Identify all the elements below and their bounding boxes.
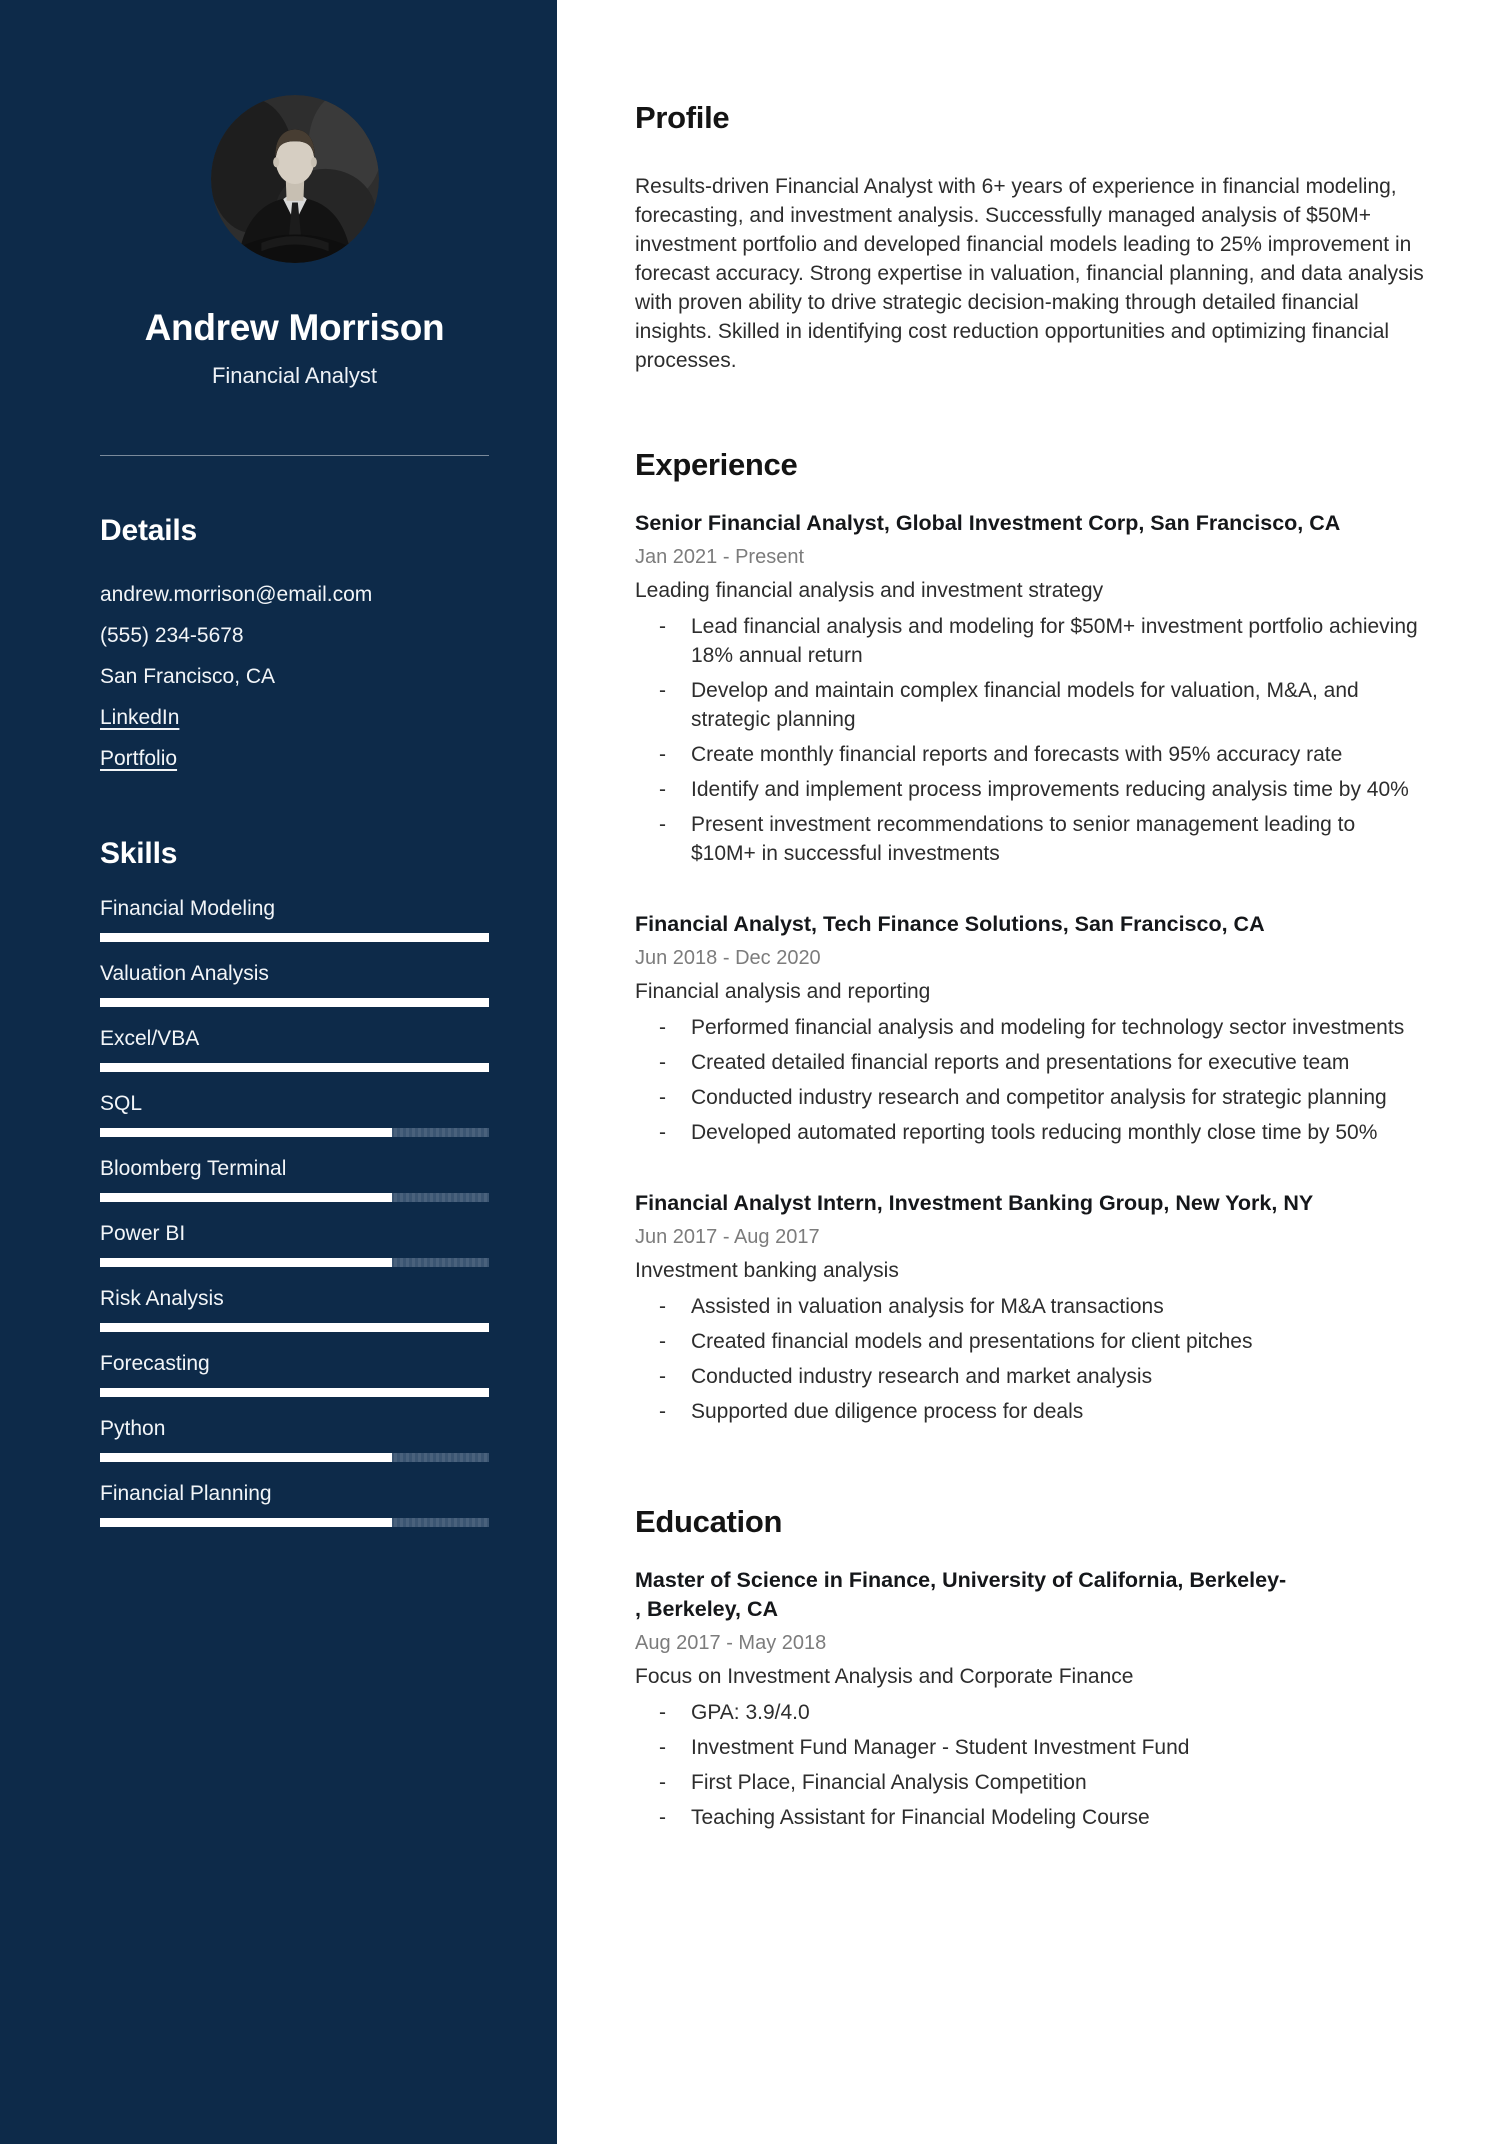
skill-bar <box>100 1323 489 1332</box>
job-bullets <box>635 1013 1440 1147</box>
job-title: Financial Analyst, Tech Finance Solutions, San Francisco, CA <box>635 912 1265 936</box>
job-title: Senior Financial Analyst, Global Investment Corp, San Francisco, CA <box>635 511 1341 535</box>
job-bullet: - Assisted in valuation analysis for M&A transactions <box>659 1292 1419 1321</box>
skill-item <box>100 1222 489 1267</box>
profile-text: Results-driven Financial Analyst with 6+ years of experience in financial modeling, forecasting, and investment analysis. Successfully managed analysis of $50M+ investment portfolio and developed financial models leading to 25% improvement in forecast accuracy. Strong expertise in valuation, financial planning, and data analysis with proven ability to drive strategic decision-making through detailed financial insights. Skilled in identifying cost reduction opportunities and optimizing financial processes. <box>635 175 1424 372</box>
job-bullet: - Created detailed financial reports and presentations for executive team <box>659 1048 1419 1077</box>
skill-bar-fill <box>100 1388 489 1397</box>
education-bullet: - GPA: 3.9/4.0 <box>659 1698 1419 1727</box>
education-bullet: - Investment Fund Manager - Student Investment Fund <box>659 1733 1419 1762</box>
skill-item <box>100 1352 489 1397</box>
location-value: San Francisco, CA <box>100 665 276 688</box>
education-summary: Focus on Investment Analysis and Corporate Finance <box>635 1665 1134 1688</box>
portfolio-link[interactable]: Portfolio <box>100 747 178 770</box>
job-bullet: - Identify and implement process improvements reducing analysis time by 40% <box>659 775 1419 804</box>
experience-section <box>635 447 1440 1426</box>
education-bullets <box>635 1698 1440 1832</box>
skill-bar <box>100 1258 489 1267</box>
job-entry <box>635 1189 1440 1426</box>
job-dates: Jun 2018 - Dec 2020 <box>635 947 821 969</box>
skill-item <box>100 1482 489 1527</box>
skill-item <box>100 1027 489 1072</box>
job-bullet: - Create monthly financial reports and forecasts with 95% accuracy rate <box>659 740 1419 769</box>
skill-bar <box>100 1193 489 1202</box>
details-list <box>100 574 489 779</box>
skill-label: Python <box>100 1417 166 1440</box>
skill-bar <box>100 1518 489 1527</box>
skill-label: Bloomberg Terminal <box>100 1157 287 1180</box>
job-summary: Leading financial analysis and investment strategy <box>635 579 1104 602</box>
skill-bar-fill <box>100 1128 392 1137</box>
job-bullets <box>635 1292 1440 1426</box>
skill-label: Excel/VBA <box>100 1027 200 1050</box>
skill-item <box>100 1417 489 1462</box>
education-dates: Aug 2017 - May 2018 <box>635 1632 827 1654</box>
job-bullet: - Conducted industry research and competitor analysis for strategic planning <box>659 1083 1419 1112</box>
education-section <box>635 1504 1440 1832</box>
skill-item <box>100 1157 489 1202</box>
skill-label: Financial Modeling <box>100 897 276 920</box>
skill-bar-fill <box>100 1323 489 1332</box>
job-dates: Jun 2017 - Aug 2017 <box>635 1226 820 1248</box>
skill-bar <box>100 1063 489 1072</box>
job-dates: Jan 2021 - Present <box>635 546 804 568</box>
candidate-name: Andrew Morrison <box>144 307 445 348</box>
skill-bar-fill <box>100 1453 392 1462</box>
education-bullet: - Teaching Assistant for Financial Modeling Course <box>659 1803 1419 1832</box>
profile-heading: Profile <box>635 100 730 135</box>
job-entry <box>635 910 1440 1147</box>
skills-list <box>100 897 489 1527</box>
skill-bar <box>100 998 489 1007</box>
phone-value: (555) 234-5678 <box>100 624 244 647</box>
linkedin-link[interactable]: LinkedIn <box>100 706 180 729</box>
skill-bar-fill <box>100 1193 392 1202</box>
education-bullet: - First Place, Financial Analysis Competition <box>659 1768 1419 1797</box>
candidate-title: Financial Analyst <box>211 363 378 388</box>
job-entry <box>635 509 1440 868</box>
skill-bar <box>100 933 489 942</box>
email-value: andrew.morrison@email.com <box>100 583 373 606</box>
job-bullet: - Performed financial analysis and modeling for technology sector investments <box>659 1013 1419 1042</box>
skill-bar <box>100 1388 489 1397</box>
skill-bar <box>100 1453 489 1462</box>
skill-item <box>100 1092 489 1137</box>
job-bullet: - Conducted industry research and market analysis <box>659 1362 1419 1391</box>
sidebar-divider <box>100 455 489 456</box>
education-entry <box>635 1566 1440 1832</box>
details-heading: Details <box>100 514 197 547</box>
skill-bar-fill <box>100 1258 392 1267</box>
skill-bar <box>100 1128 489 1137</box>
job-summary: Investment banking analysis <box>635 1259 899 1282</box>
skill-item <box>100 897 489 942</box>
degree-title-line2: , Berkeley, CA <box>635 1597 779 1621</box>
skill-item <box>100 1287 489 1332</box>
skill-label: Power BI <box>100 1222 186 1245</box>
degree-title-line1: Master of Science in Finance, University of California, Berkeley- <box>635 1568 1287 1592</box>
job-bullet: - Present investment recommendations to senior management leading to $10M+ in successful investments <box>659 810 1419 868</box>
job-bullet: - Created financial models and presentations for client pitches <box>659 1327 1419 1356</box>
main-content <box>557 0 1510 2144</box>
sidebar <box>0 0 557 2144</box>
job-bullet: - Develop and maintain complex financial models for valuation, M&A, and strategic planning <box>659 676 1419 734</box>
skill-label: Risk Analysis <box>100 1287 224 1310</box>
skill-bar-fill <box>100 998 489 1007</box>
profile-section <box>635 100 1440 375</box>
skill-bar-fill <box>100 933 489 942</box>
job-bullets <box>635 612 1440 868</box>
skill-bar-fill <box>100 1518 392 1527</box>
skill-label: SQL <box>100 1092 143 1115</box>
experience-heading: Experience <box>635 447 798 482</box>
job-bullet: - Lead financial analysis and modeling for $50M+ investment portfolio achieving 18% annual return <box>659 612 1419 670</box>
education-heading: Education <box>635 1504 783 1539</box>
skills-heading: Skills <box>100 837 178 870</box>
skill-label: Valuation Analysis <box>100 962 269 985</box>
skill-item <box>100 962 489 1007</box>
job-bullet: - Developed automated reporting tools reducing monthly close time by 50% <box>659 1118 1419 1147</box>
profile-photo-image <box>211 95 379 263</box>
job-title: Financial Analyst Intern, Investment Banking Group, New York, NY <box>635 1191 1314 1215</box>
degree-title <box>635 1566 1440 1624</box>
skill-bar-fill <box>100 1063 489 1072</box>
profile-photo <box>211 95 379 263</box>
skill-label: Forecasting <box>100 1352 210 1375</box>
skill-label: Financial Planning <box>100 1482 272 1505</box>
job-summary: Financial analysis and reporting <box>635 980 931 1003</box>
job-bullet: - Supported due diligence process for deals <box>659 1397 1419 1426</box>
